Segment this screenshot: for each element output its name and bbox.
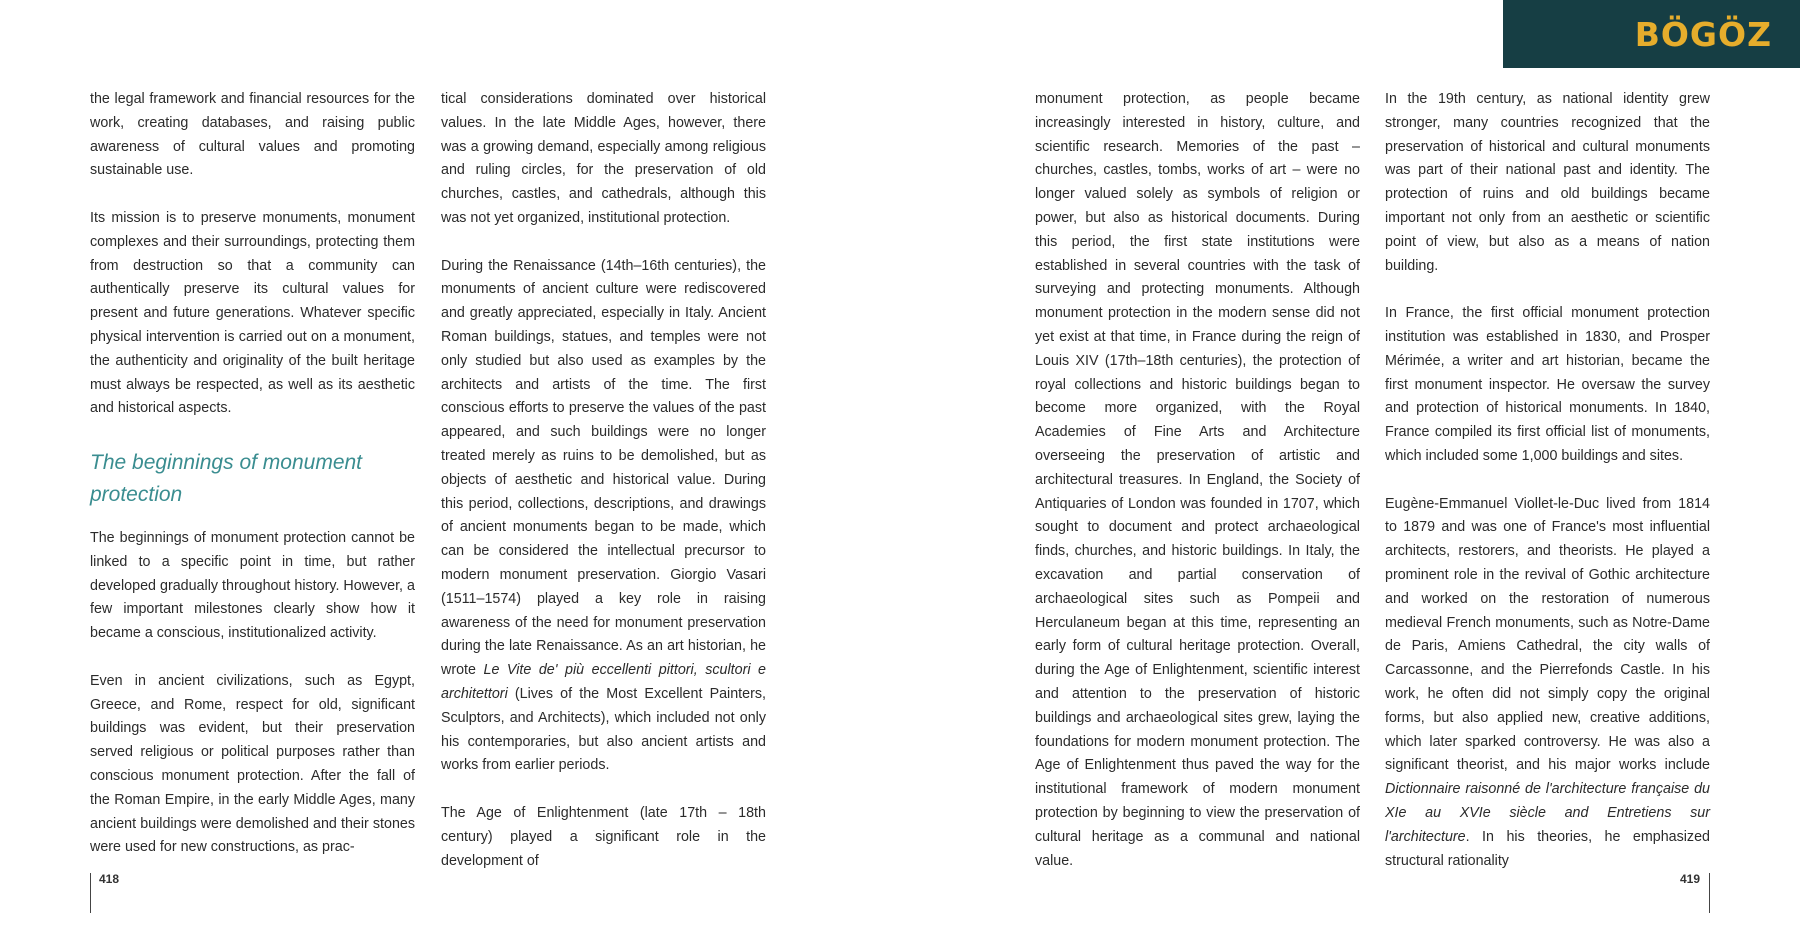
left-page-column-1: [90, 88, 415, 860]
paragraph: tical considerations dominated over historical values. In the late Middle Ages, however, there was a growing demand, especially among religious and ruling circles, for the preservation of old churches, castles, and cathedrals, although this was not yet organized, institutional protection.: [441, 91, 766, 226]
book-title: Le Vite de' più eccellenti pittori, scultori e architettori: [441, 662, 766, 702]
book-title: Dictionnaire raisonné de l'architecture française du XIe au XVIe siècle and Entretiens sur l'architecture: [1385, 781, 1710, 845]
paragraph: [1385, 493, 1710, 874]
paragraph: Even in ancient civilizations, such as Egypt, Greece, and Rome, respect for old, significant buildings was evident, but their preservation served religious or political purposes rather than conscious monument protection. After the fall of the Roman Empire, in the early Middle Ages, many ancient buildings were demolished and their stones were used for new constructions, as prac-: [90, 672, 415, 856]
paragraph: monument protection, as people became increasingly interested in history, culture, and scientific research. Memories of the past – churches, castles, tombs, works of art – were no longer valued solely as symbols of religion or power, but also as historical documents. During this period, the first state institutions were established in several countries with the task of surveying and protecting monuments. Although monument protection in the modern sense did not yet exist at that time, in France during the reign of Louis XIV (17th–18th centuries), the protection of royal collections and historic buildings began to become more organized, with the Royal Academies of Fine Arts and Architecture overseeing the preservation of artistic and architectural treasures. In England, the Society of Antiquaries of London was founded in 1707, which sought to document and protect archaeological finds, churches, and historic buildings. In Italy, the excavation and partial conservation of archaeological sites such as Pompeii and Herculaneum began at this time, representing an early form of cultural heritage protection. Overall, during the Age of Enlightenment, scientific interest and attention to the preservation of historic buildings and archaeological sites grew, laying the foundations for modern monument protection. The Age of Enlightenment thus paved the way for the institutional framework of modern monument protection by beginning to view the preservation of cultural heritage as a communal and national value.: [1035, 91, 1360, 869]
left-page-column-2: [441, 88, 766, 873]
chapter-tab: [1503, 0, 1800, 68]
paragraph: In the 19th century, as national identity grew stronger, many countries recognized that the preservation of historical and cultural monuments was part of their national past and identity. The protection of ruins and old buildings became important not only from an aesthetic or scientific point of view, but also as a means of nation building.: [1385, 91, 1710, 274]
right-page-column-1: [1035, 88, 1360, 873]
footer-rule-left: [90, 873, 91, 913]
paragraph-text: During the Renaissance (14th–16th centuries), the monuments of ancient culture were rediscovered and greatly appreciated, especially in Italy. Ancient Roman buildings, statues, and temples were not only studied but also used as examples by the architects and artists of the time. The first conscious efforts to preserve the values of the past appeared, and such buildings were no longer treated merely as ruins to be demolished, but as objects of aesthetic and historical value. During this period, collections, descriptions, and drawings of ancient monuments began to be made, which can be considered the intellectual precursor to modern monument preservation. Giorgio Vasari (1511–1574) played a key role in raising awareness of the need for monument preservation during the late Renaissance. As an art historian, he wrote: [441, 257, 766, 679]
paragraph-text: (Lives of the Most Excellent Painters, Sculptors, and Architects), which included not only his contemporaries, but also ancient artists and works from earlier periods.: [441, 685, 766, 774]
paragraph: The beginnings of monument protection cannot be linked to a specific point in time, but rather developed gradually throughout history. However, a few important milestones clearly show how it became a conscious, institutionalized activity.: [90, 529, 415, 642]
paragraph: [441, 255, 766, 779]
paragraph-text: . In his theories, he emphasized structural rationality: [1385, 828, 1710, 869]
paragraph: Its mission is to preserve monuments, monument complexes and their surroundings, protecting them from destruction so that a community can authentically preserve its cultural values for present and future generations. Whatever specific physical intervention is carried out on a monument, the authenticity and originality of the built heritage must always be respected, as well as its aesthetic and historical aspects.: [90, 209, 415, 417]
page-number-right: 419: [1680, 872, 1701, 886]
paragraph: In France, the first official monument protection institution was established in 1830, and Prosper Mérimée, a writer and art historian, became the first monument inspector. He oversaw the survey and protection of historical monuments. In 1840, France compiled its first official list of monuments, which included some 1,000 buildings and sites.: [1385, 305, 1710, 464]
paragraph-text: Eugène-Emmanuel Viollet-le-Duc lived from 1814 to 1879 and was one of France's most influential architects, restorers, and theorists. He played a prominent role in the revival of Gothic architecture and worked on the restoration of numerous medieval French monuments, such as Notre-Dame de Paris, Amiens Cathedral, the city walls of Carcassonne, and the Pierrefonds Castle. In his work, he often did not simply copy the original forms, but also applied new, creative additions, which later sparked controversy. He was also a significant theorist, and his major works include: [1385, 495, 1710, 774]
page-number-left: 418: [99, 872, 120, 886]
right-page-column-2: [1385, 88, 1710, 873]
section-heading: The beginnings of monument protection: [90, 450, 363, 506]
paragraph: The Age of Enlightenment (late 17th – 18th century) played a significant role in the development of: [441, 804, 766, 869]
footer-rule-right: [1709, 873, 1710, 913]
paragraph: the legal framework and financial resources for the work, creating databases, and raising public awareness of cultural values and promoting sustainable use.: [90, 91, 415, 179]
chapter-title: BÖGÖZ: [1634, 14, 1772, 54]
